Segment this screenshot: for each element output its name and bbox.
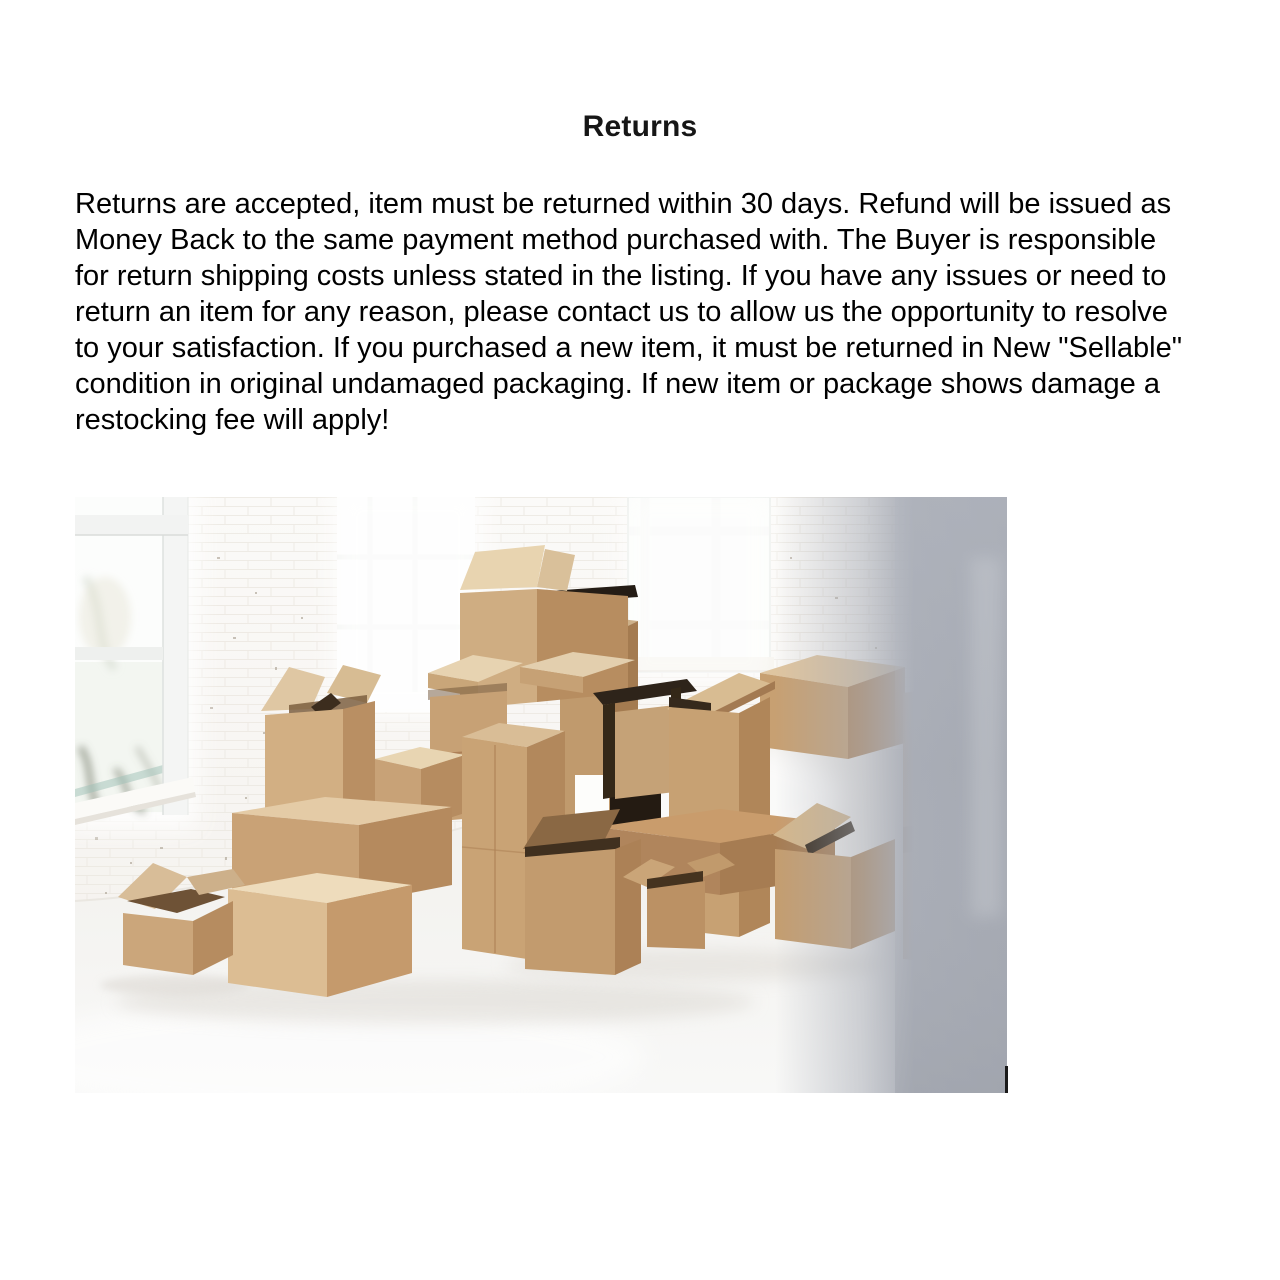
left-window	[75, 497, 197, 829]
moving-boxes-photo[interactable]	[75, 497, 1007, 1093]
returns-policy-text: Returns are accepted, item must be returned within 30 days. Refund will be issued as Money Back to the same payment method purchased with. The Buyer is responsible for return shipping costs unless stated in the listing. If you have any issues or need to return an item for any reason, please contact us to allow us the opportunity to resolve to your satisfaction. If you purchased a new item, it must be returned in New "Sellable" condition in original undamaged packaging. If new item or package shows damage a restocking fee will apply!	[75, 188, 1183, 436]
page-title: Returns	[582, 110, 698, 143]
foreground-blur-wall	[775, 497, 1007, 1093]
center-window	[623, 497, 775, 689]
text-cursor[interactable]	[1005, 1066, 1008, 1093]
boxes-photo-graphic	[75, 497, 1007, 1093]
